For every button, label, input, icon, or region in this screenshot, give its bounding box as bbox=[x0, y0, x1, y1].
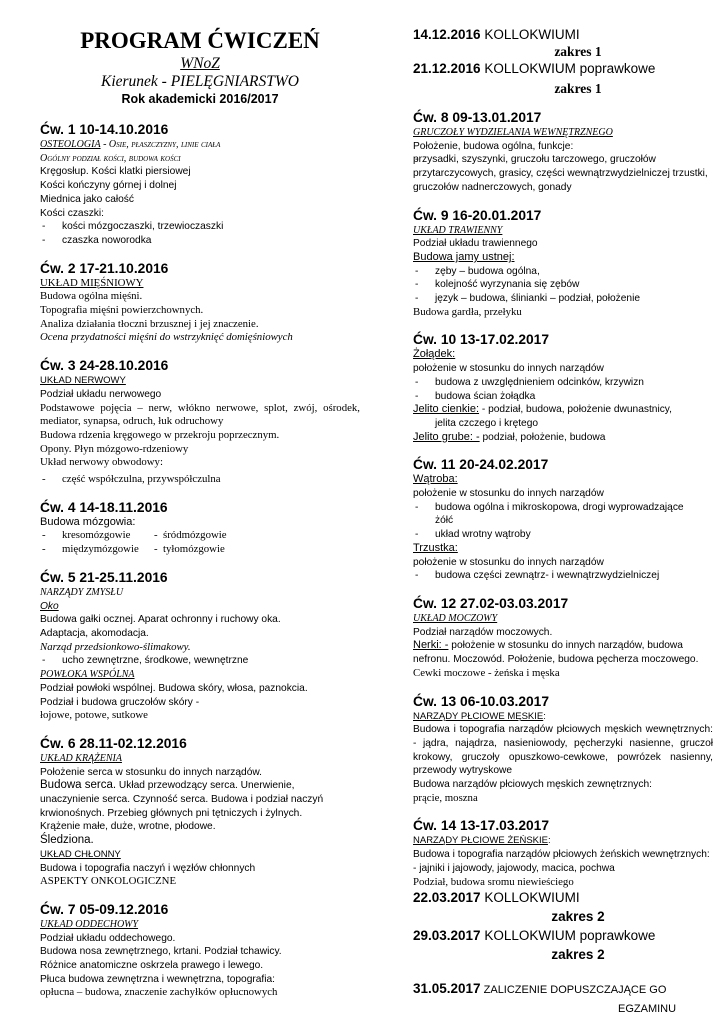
exercise-topic: UKŁAD ODDECHOWY bbox=[40, 918, 139, 930]
final-credit: 31.05.2017 ZALICZENIE DOPUSZCZAJĄCE GO bbox=[413, 981, 667, 997]
bullet-item: - budowa części zewnątrz- i wewnątrzwydzielniczej bbox=[413, 569, 713, 583]
exercise-7 bbox=[40, 901, 360, 1000]
exercise-heading: Ćw. 5 21-25.11.2016 bbox=[40, 569, 168, 585]
exercise-line: Podział, budowa sromu niewieściego bbox=[413, 875, 574, 888]
exercise-line: Analiza działania tłoczni brzusznej i jej znaczenie. bbox=[40, 317, 259, 330]
exercise-4 bbox=[40, 499, 360, 557]
exercise-line: Podział powłoki wspólnej. Budowa skóry, włosa, paznokcia. bbox=[40, 682, 308, 694]
exercise-line: Nerki: - położenie w stosunku do innych narządów, budowa nefronu. Moczowód. Położenie, budowa pęcherza moczowego. bbox=[413, 639, 699, 666]
exercise-line: Kości kończyny górnej i dolnej bbox=[40, 180, 177, 192]
colloquium-4: 29.03.2017 KOLLOKWIUM poprawkowe bbox=[413, 928, 656, 944]
colloquium-2: 21.12.2016 KOLLOKWIUM poprawkowe bbox=[413, 61, 656, 76]
page-title: PROGRAM ĆWICZEŃ bbox=[80, 28, 320, 53]
bullet-row: - kresomózgowie - śródmózgowie bbox=[40, 529, 360, 543]
exercise-topic: GRUCZOŁY WYDZIELANIA WEWNĘTRZNEGO bbox=[413, 127, 613, 138]
exercise-line: Położenie serca w stosunku do innych narządów. bbox=[40, 766, 262, 778]
exercise-8 bbox=[413, 109, 713, 195]
bullet-item: - część współczulna, przywspółczulna bbox=[40, 473, 360, 487]
exercise-line: Budowa rdzenia kręgowego w przekroju poprzecznym. bbox=[40, 428, 280, 441]
exercise-line: Jelito grube: - podział, położenie, budowa bbox=[413, 430, 606, 443]
exercise-heading: Ćw. 4 14-18.11.2016 bbox=[40, 499, 168, 515]
exercise-topic: UKŁAD MIĘŚNIOWY bbox=[40, 276, 144, 289]
exercise-line: Krążenie małe, duże, wrotne, płodowe. bbox=[40, 821, 216, 833]
exercise-line: Budowa i topografia narządów płciowych żeńskich wewnętrznych: - jajniki i jajowody, jajowody, macica, pochwa bbox=[413, 849, 710, 874]
exercise-subtopic: Oko bbox=[40, 600, 59, 612]
exercise-topic: UKŁAD MOCZOWY bbox=[413, 612, 498, 624]
exercise-heading: Ćw. 12 27.02-03.03.2017 bbox=[413, 595, 569, 611]
right-column bbox=[413, 26, 713, 1018]
exercise-line: Kości czaszki: bbox=[40, 207, 104, 219]
exercise-topic: Żołądek: bbox=[413, 348, 456, 361]
exercise-topic-2: POWŁOKA WSPÓLNA bbox=[40, 669, 135, 681]
exercise-heading: Ćw. 10 13-17.02.2017 bbox=[413, 332, 550, 348]
exercise-line: Budowa serca. Układ przewodzący serca. Unerwienie, bbox=[40, 779, 295, 792]
academic-year: Rok akademicki 2016/2017 bbox=[121, 92, 279, 106]
exercise-line: Podział układu trawiennego bbox=[413, 238, 538, 250]
direction: Kierunek - PIELĘGNIARSTWO bbox=[100, 73, 300, 90]
exercise-9 bbox=[413, 207, 713, 320]
exercise-line: opłucna – budowa, znaczenie zachyłków opłucnowych bbox=[40, 986, 278, 999]
exercise-line: Podział narządów moczowych. bbox=[413, 626, 553, 638]
exercise-line: Podział układu oddechowego. bbox=[40, 932, 176, 944]
exercise-line: Położenie, budowa ogólna, funkcje: bbox=[413, 140, 574, 152]
exercise-line: prącie, moszna bbox=[413, 791, 478, 804]
exercise-line: Budowa gardła, przełyku bbox=[413, 305, 522, 318]
exercise-line: Budowa i topografia narządów płciowych męskich wewnętrznych: - jądra, najądrza, nasieniowody, pęcherzyki nasienne, gruczoł krokowy, gruczoły opuszkowo-cewkowe, powrózek nasienny, przewody wytryskowe bbox=[413, 724, 713, 777]
bullet-item: - budowa ogólna i mikroskopowa, drogi wyprowadzające bbox=[413, 501, 713, 515]
exercise-line: ASPEKTY ONKOLOGICZNE bbox=[40, 875, 177, 888]
bullet-item: - język – budowa, ślinianki – podział, położenie bbox=[413, 292, 713, 306]
bullet-item: - kolejność wyrzynania się zębów bbox=[413, 278, 713, 292]
exercise-line: położenie w stosunku do innych narządów bbox=[413, 488, 604, 500]
exercise-topic: UKŁAD NERWOWY bbox=[40, 375, 126, 387]
exercise-topic-2: UKŁAD CHŁONNY bbox=[40, 848, 121, 860]
exercise-10 bbox=[413, 331, 713, 444]
exercise-line: Podstawowe pojęcia – nerw, włókno nerwowe, splot, zwój, ośrodek, mediator, synapsa, odruch, łuk odruchowy bbox=[40, 401, 360, 428]
exercise-line: Różnice anatomiczne oskrzela prawego i lewego. bbox=[40, 960, 264, 972]
bullet-item: - ucho zewnętrzne, środkowe, wewnętrzne bbox=[40, 654, 360, 668]
bullet-item: - czaszka noworodka bbox=[40, 234, 360, 248]
exercise-line: Podział i budowa gruczołów skóry - bbox=[40, 696, 200, 708]
exercise-11 bbox=[413, 456, 713, 583]
exercise-line: Budowa ogólna mięśni. bbox=[40, 290, 143, 303]
exercise-line: unaczynienie serca. Czynność serca. Budowa i podział naczyń krwionośnych. Przebieg głównych pni tętniczych i żylnych. bbox=[40, 794, 324, 819]
exercise-6 bbox=[40, 735, 360, 889]
exercise-line: żółć bbox=[435, 515, 454, 527]
exercise-topic-2: Ogólny podział kości, budowa kości bbox=[40, 152, 181, 164]
bullet-item: - kości mózgoczaszki, trzewioczaszki bbox=[40, 220, 360, 234]
final-credit-cont: EGZAMINU bbox=[618, 1003, 677, 1016]
exercise-12 bbox=[413, 595, 713, 681]
colloquium-3: 22.03.2017 KOLLOKWIUMI bbox=[413, 890, 580, 906]
exercise-heading: Ćw. 1 10-14.10.2016 bbox=[40, 122, 169, 137]
exercise-heading: Ćw. 3 24-28.10.2016 bbox=[40, 358, 169, 374]
exercise-topic: NARZĄDY ZMYSŁU bbox=[40, 586, 124, 598]
exercise-line: Topografia mięśni powierzchownych. bbox=[40, 304, 204, 317]
faculty: WNoZ bbox=[180, 55, 220, 72]
exercise-line: Narząd przedsionkowo-ślimakowy. bbox=[40, 640, 191, 653]
exercise-line: Budowa narządów płciowych męskich zewnętrznych: bbox=[413, 779, 652, 791]
bullet-item: - budowa ścian żołądka bbox=[413, 390, 713, 404]
bullet-item: - budowa z uwzględnieniem odcinków, krzywizn bbox=[413, 376, 713, 390]
exercise-line: Kręgosłup. Kości klatki piersiowej bbox=[40, 166, 191, 178]
exercise-heading: Ćw. 14 13-17.03.2017 bbox=[413, 818, 550, 834]
exercise-line: położenie w stosunku do innych narządów bbox=[413, 363, 604, 375]
exercise-line: Cewki moczowe - żeńska i męska bbox=[413, 666, 560, 679]
exercise-line: Budowa i topografia naczyń i węzłów chłonnych bbox=[40, 862, 256, 874]
exercise-line: Ocena przydatności mięśni do wstrzyknięć domięśniowych bbox=[40, 331, 293, 344]
exercise-line: Adaptacja, akomodacja. bbox=[40, 627, 149, 639]
exercise-topic: NARZĄDY PŁCIOWE MĘSKIE: bbox=[413, 710, 546, 722]
exercise-line: Śledziona. bbox=[40, 834, 94, 847]
exercise-line: Układ nerwowy obwodowy: bbox=[40, 456, 163, 469]
colloquium-4-scope: zakres 2 bbox=[551, 947, 605, 963]
exercise-line: Budowa gałki ocznej. Aparat ochronny i ruchowy oka. bbox=[40, 614, 281, 626]
bullet-item: - przysadki, szyszynki, gruczołu tarczowego, gruczołów przytarczycowych, grasicy, części wewnątrzwydzielniczej trzustki, gruczołów nadnerczowych, gonady bbox=[413, 153, 713, 194]
colloquium-1-scope: zakres 1 bbox=[554, 44, 602, 59]
exercise-heading: Ćw. 8 09-13.01.2017 bbox=[413, 110, 542, 125]
exercise-topic: Wątroba: bbox=[413, 473, 458, 486]
bullet-row: - międzymózgowie - tyłomózgowie bbox=[40, 543, 360, 557]
exercise-topic: UKŁAD TRAWIENNY bbox=[413, 224, 503, 236]
exercise-1 bbox=[40, 121, 360, 248]
exercise-line: łojowe, potowe, sutkowe bbox=[40, 709, 148, 722]
exercise-heading: Ćw. 2 17-21.10.2016 bbox=[40, 260, 169, 276]
exercise-line: Podział układu nerwowego bbox=[40, 388, 162, 400]
bullet-item: - układ wrotny wątroby bbox=[413, 528, 713, 542]
exercise-2 bbox=[40, 260, 360, 346]
exercise-subtopic: Budowa jamy ustnej: bbox=[413, 250, 515, 263]
exercise-heading: Ćw. 6 28.11-02.12.2016 bbox=[40, 735, 187, 751]
exercise-line: Opony. Płyn mózgowo-rdzeniowy bbox=[40, 442, 189, 455]
exercise-line: Jelito cienkie: - podział, budowa, położenie dwunastnicy, bbox=[413, 403, 672, 416]
exercise-heading: Ćw. 11 20-24.02.2017 bbox=[413, 457, 549, 473]
exercise-subtopic: Trzustka: bbox=[413, 541, 458, 554]
left-column bbox=[40, 0, 360, 1000]
exercise-line: jelita czczego i krętego bbox=[435, 417, 539, 429]
exercise-topic: UKŁAD KRĄŻENIA bbox=[40, 752, 122, 764]
exercise-line: Płuca budowa zewnętrzna i wewnętrzna, topografia: bbox=[40, 973, 276, 985]
exercise-13 bbox=[413, 693, 713, 806]
colloquium-3-scope: zakres 2 bbox=[551, 909, 605, 925]
exercise-heading: Ćw. 7 05-09.12.2016 bbox=[40, 901, 169, 917]
colloquium-2-scope: zakres 1 bbox=[554, 81, 602, 96]
exercise-5 bbox=[40, 569, 360, 723]
exercise-heading: Ćw. 13 06-10.03.2017 bbox=[413, 693, 550, 709]
exercise-3 bbox=[40, 357, 360, 487]
exercise-14 bbox=[413, 817, 713, 889]
exercise-line: Budowa nosa zewnętrznego, krtani. Podział tchawicy. bbox=[40, 946, 282, 958]
exercise-topic: OSTEOLOGIA - Osie, płaszczyzny, linie ciała bbox=[40, 139, 221, 150]
exercise-heading: Ćw. 9 16-20.01.2017 bbox=[413, 207, 542, 223]
exercise-line: położenie w stosunku do innych narządów bbox=[413, 556, 604, 568]
exercise-line: Budowa mózgowia: bbox=[40, 515, 136, 528]
exercise-line: Miednica jako całość bbox=[40, 193, 134, 205]
bullet-item: - zęby – budowa ogólna, bbox=[413, 265, 713, 279]
exercise-topic: NARZĄDY PŁCIOWE ŻEŃSKIE: bbox=[413, 835, 551, 847]
colloquium-1: 14.12.2016 KOLLOKWIUMI bbox=[413, 27, 580, 42]
